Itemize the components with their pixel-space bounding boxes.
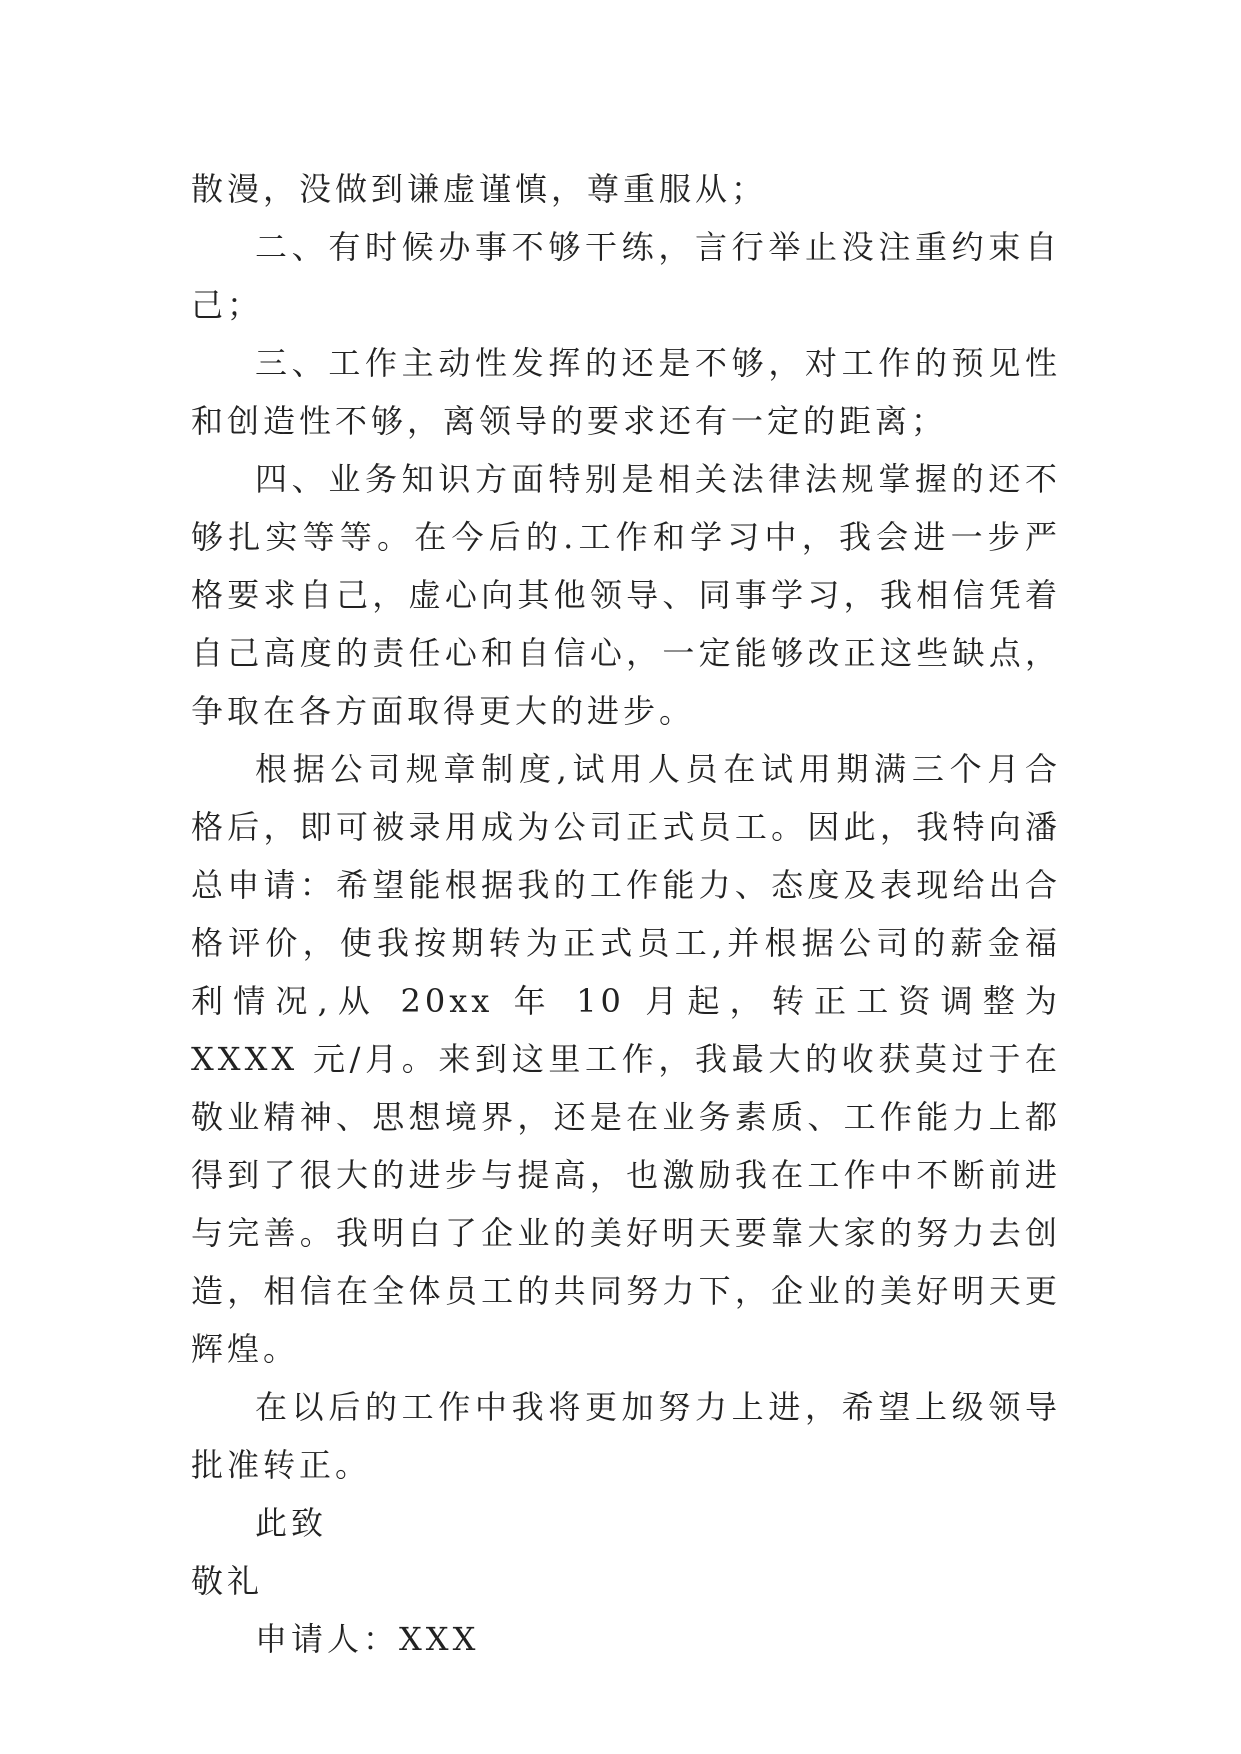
paragraph-item-2: 二、有时候办事不够干练，言行举止没注重约束自己；	[191, 228, 1061, 324]
signature-line: 申请人：XXX	[255, 1620, 480, 1658]
closing-salutation: 此致	[255, 1504, 328, 1542]
paragraph-continuation: 散漫，没做到谦虚谨慎，尊重服从；	[191, 170, 768, 208]
paragraph-conclusion: 在以后的工作中我将更加努力上进，希望上级领导批准转正。	[191, 1388, 1061, 1484]
closing-regards: 敬礼	[191, 1562, 264, 1600]
paragraph-request: 根据公司规章制度,试用人员在试用期满三个月合格后，即可被录用成为公司正式员工。因此，我特向潘总申请：希望能根据我的工作能力、态度及表现给出合格评价，使我按期转为正式员工,并根据公司的薪金福利情况,从 20xx 年 10 月起，转正工资调整为 XXXX 元/月。来到这里工作，我最大的收获莫过于在敬业精神、思想境界，还是在业务素质、工作能力上都得到了很大的进步与提高，也激励我在工作中不断前进与完善。我明白了企业的美好明天要靠大家的努力去创造，相信在全体员工的共同努力下，企业的美好明天更辉煌。	[191, 750, 1061, 1368]
document-body	[191, 160, 1061, 1668]
paragraph-item-4: 四、业务知识方面特别是相关法律法规掌握的还不够扎实等等。在今后的.工作和学习中，我会进一步严格要求自己，虚心向其他领导、同事学习，我相信凭着自己高度的责任心和自信心，一定能够改正这些缺点，争取在各方面取得更大的进步。	[191, 460, 1061, 730]
paragraph-item-3: 三、工作主动性发挥的还是不够，对工作的预见性和创造性不够，离领导的要求还有一定的距离；	[191, 344, 1061, 440]
